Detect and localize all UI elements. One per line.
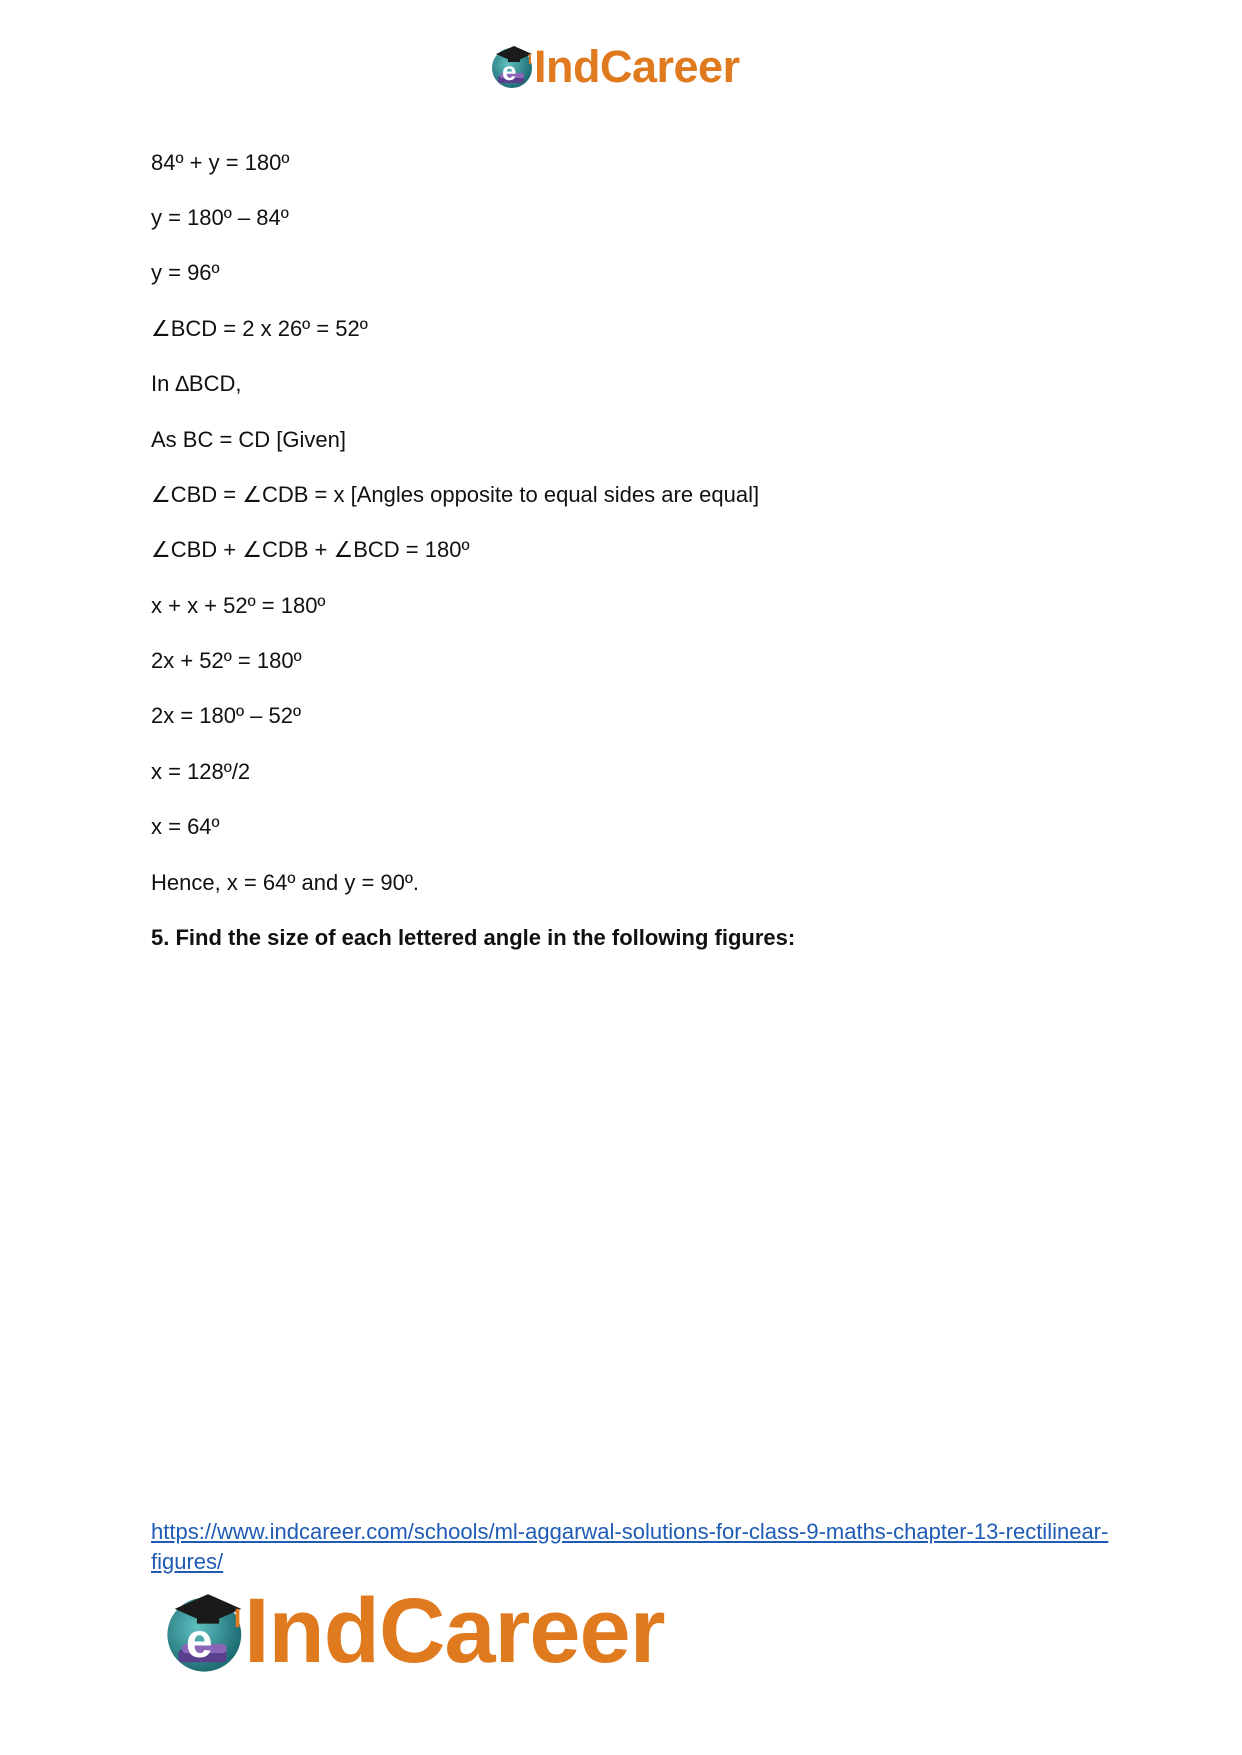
solution-line: y = 180º – 84º	[151, 205, 289, 230]
solution-line: y = 96º	[151, 260, 220, 285]
question-heading: 5. Find the size of each lettered angle in the following figures:	[151, 925, 796, 950]
source-link[interactable]: https://www.indcareer.com/schools/ml-aggarwal-solutions-for-class-9-maths-chapter-13-rectilinear-figures/	[151, 1519, 1109, 1574]
solution-line: x = 128º/2	[151, 759, 251, 784]
solution-conclusion: Hence, x = 64º and y = 90º.	[151, 870, 420, 895]
svg-text:e: e	[502, 56, 517, 86]
solution-line: ∠CBD = ∠CDB = x [Angles opposite to equal sides are equal]	[151, 482, 760, 507]
graduation-globe-icon	[160, 1583, 256, 1679]
solution-line: 84º + y = 180º	[151, 150, 290, 175]
header-logo	[488, 40, 740, 92]
solution-line: x = 64º	[151, 814, 220, 839]
solution-line: 2x = 180º – 52º	[151, 703, 302, 728]
logo-wordmark: IndCareer	[244, 1580, 665, 1682]
solution-line: ∠CBD + ∠CDB + ∠BCD = 180º	[151, 537, 470, 562]
solution-line: In ∆BCD,	[151, 371, 242, 396]
solution-line: As BC = CD [Given]	[151, 427, 347, 452]
svg-text:e: e	[185, 1614, 213, 1668]
footer-logo	[160, 1580, 665, 1682]
solution-line: 2x + 52º = 180º	[151, 648, 302, 673]
solution-line: x + x + 52º = 180º	[151, 593, 326, 618]
logo-wordmark: IndCareer	[534, 40, 740, 92]
solution-line: ∠BCD = 2 x 26º = 52º	[151, 316, 368, 341]
graduation-globe-icon	[488, 40, 540, 92]
